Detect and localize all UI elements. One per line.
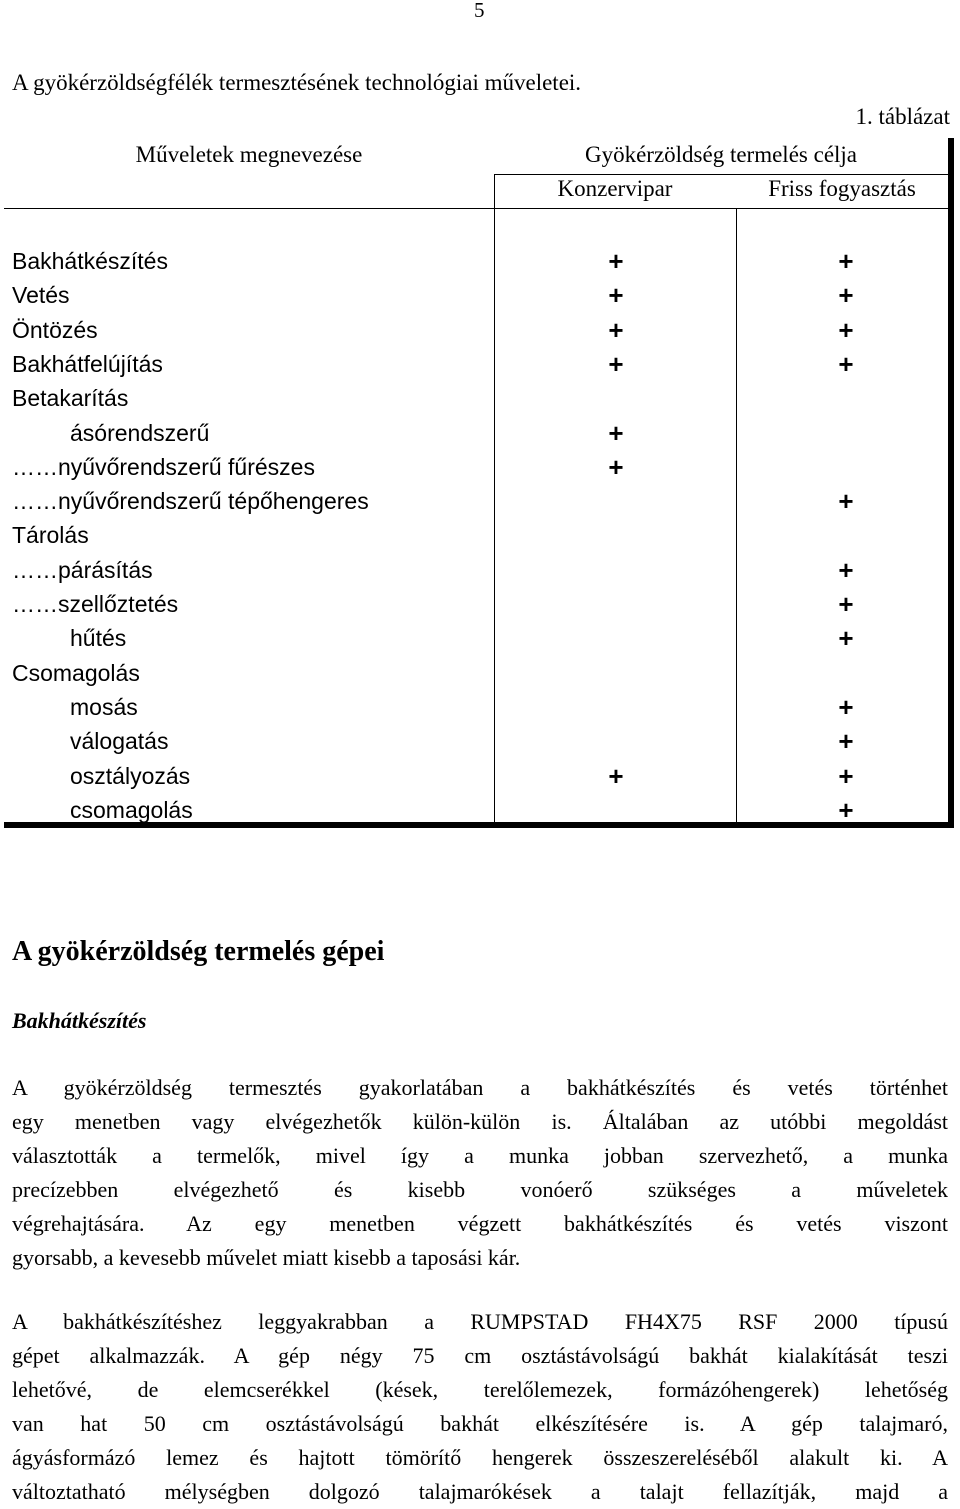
canning-mark: + [608,451,624,482]
row-label: ……párásítás [12,556,153,583]
row-label: osztályozás [70,762,191,789]
row-label: mosás [70,693,138,720]
row-label: Csomagolás [12,659,140,686]
row-label: ……nyűvőrendszerű fűrészes [12,453,315,480]
table-row [4,726,944,760]
table-row [4,555,944,589]
paragraph-line: gyorsabb, a kevesebb művelet miatt kisebb a taposási kár. [12,1245,521,1270]
fresh-mark: + [838,726,854,757]
fresh-mark: + [838,486,854,517]
table-row [4,589,944,623]
row-label: ……nyűvőrendszerű tépőhengeres [12,488,369,515]
row-label: Vetés [12,282,70,309]
paragraph-line: A bakhátkészítéshez leggyakrabban a RUMPSTAD FH4X75 RSF 2000 típusú [12,1309,948,1334]
document-title: A gyökérzöldségfélék termesztésének technológiai műveletei. [12,70,582,95]
table-row [4,658,944,692]
paragraph-2 [12,1305,948,1509]
canning-mark: + [608,348,624,379]
row-label: ……szellőztetés [12,591,179,617]
canning-mark: + [608,314,624,345]
canning-mark: + [608,760,624,791]
table-row [4,349,944,383]
header-fresh-consumption: Friss fogyasztás [768,176,916,201]
paragraph-line: lehetővé, de elemcserékkel (kések, terelőlemezek, formázóhengerek) lehetőség [12,1377,948,1402]
table-row [4,795,944,829]
fresh-mark: + [838,554,854,585]
canning-mark: + [608,280,624,311]
operations-table [4,138,954,828]
row-label: Bakhátfelújítás [12,350,163,377]
table-row [4,623,944,657]
paragraph-1 [12,1071,948,1275]
header-production-purpose: Gyökérzöldség termelés célja [584,142,858,167]
fresh-mark: + [838,794,854,825]
paragraph-line: változtatható mélységben dolgozó talajmarókések a talajt fellazítják, majd a [12,1479,948,1504]
table-row [4,486,944,520]
table-label: 1. táblázat [855,104,950,129]
header-canning: Konzervipar [557,176,673,201]
row-label: csomagolás [70,796,193,823]
fresh-mark: + [838,280,854,311]
paragraph-line: van hat 50 cm osztástávolságú bakhát elkészítésére is. A gép talajmaró, [12,1411,948,1436]
section-heading: A gyökérzöldség termelés gépei [12,936,385,967]
fresh-mark: + [838,246,854,276]
page-number: 5 [474,0,485,22]
table-row [4,383,944,417]
sub-heading: Bakhátkészítés [12,1008,147,1033]
table-row [4,246,944,280]
table-divider [494,174,948,175]
row-label: válogatás [70,728,169,755]
fresh-mark: + [838,589,854,619]
table-row [4,452,944,486]
table-row [4,761,944,795]
canning-mark: + [608,246,624,276]
canning-mark: + [608,417,624,448]
table-row [4,315,944,349]
row-label: Betakarítás [12,385,129,412]
table-divider [4,208,948,209]
table-row [4,280,944,314]
paragraph-line: A gyökérzöldség termesztés gyakorlatában a bakhátkészítés és vetés történhet [12,1075,948,1100]
header-operations: Műveletek megnevezése [135,142,363,167]
row-label: ásórendszerű [70,419,210,446]
fresh-mark: + [838,623,854,654]
fresh-mark: + [838,760,854,791]
paragraph-line: végrehajtására. Az egy menetben végzett bakhátkészítés és vetés viszont [12,1211,948,1236]
row-label: Tárolás [12,522,89,549]
paragraph-line: ágyásformázó lemez és hajtott tömörítő hengerek összeszereléséből alakult ki. A [12,1445,948,1470]
table-row [4,520,944,554]
paragraph-line: egy menetben vagy elvégezhetők külön-külön is. Általában az utóbbi megoldást [12,1109,948,1134]
paragraph-line: választották a termelők, mivel így a munka jobban szervezhető, a munka [12,1143,948,1168]
paragraph-line: gépet alkalmazzák. A gép négy 75 cm osztástávolságú bakhát kialakítását teszi [12,1343,948,1368]
paragraph-line: precízebben elvégezhető és kisebb vonóerő szükséges a műveletek [12,1177,948,1202]
fresh-mark: + [838,691,854,722]
table-row [4,692,944,726]
table-row [4,418,944,452]
row-label: Bakhátkészítés [12,248,168,274]
row-label: hűtés [70,625,127,652]
fresh-mark: + [838,314,854,345]
fresh-mark: + [838,348,854,379]
row-label: Öntözés [12,316,98,343]
